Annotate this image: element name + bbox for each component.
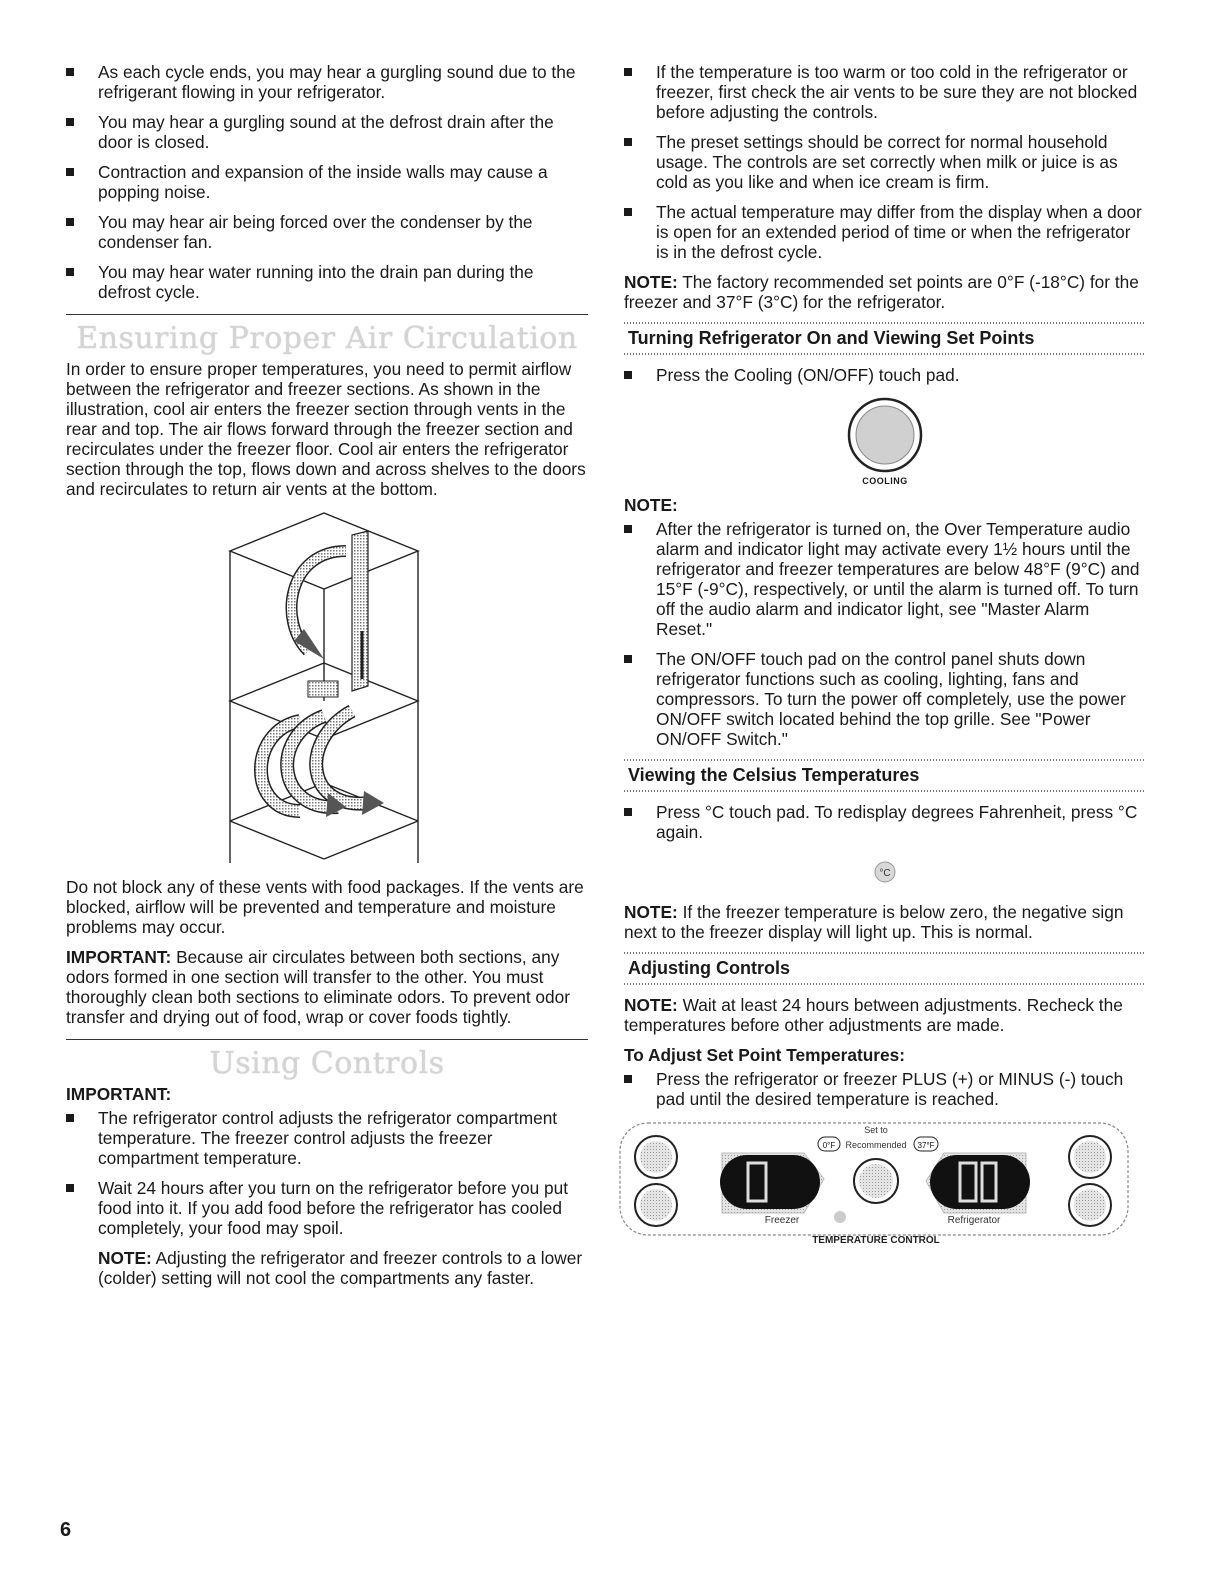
- list-item: You may hear air being forced over the condenser by the condenser fan.: [66, 212, 588, 252]
- temperature-bullet-list: [624, 62, 1146, 262]
- note-text: If the freezer temperature is below zero, the negative sign next to the freezer display will light up. This is normal.: [624, 902, 1124, 942]
- celsius-touch-pad-icon[interactable]: [865, 852, 905, 892]
- note-label: NOTE:: [98, 1248, 152, 1268]
- list-item: After the refrigerator is turned on, the Over Temperature audio alarm and indicator light may activate every 1½ hours until the refrigerator and freezer temperatures are below 48°F (9°C) and 15°F (-9°C), respectively, or until the alarm is turned off. To turn off the audio alarm and indicator light, see "Master Alarm Reset.": [624, 519, 1146, 639]
- set-recommended-button[interactable]: [854, 1159, 898, 1203]
- list-item: Press °C touch pad. To redisplay degrees Fahrenheit, press °C again.: [624, 802, 1146, 842]
- list-item: Contraction and expansion of the inside walls may cause a popping noise.: [66, 162, 588, 202]
- set-points-note: [624, 272, 1146, 312]
- using-controls-title: Using Controls: [209, 1046, 445, 1081]
- list-item: You may hear a gurgling sound at the defrost drain after the door is closed.: [66, 112, 588, 152]
- list-item: The actual temperature may differ from the display when a door is open for an extended period of time or when the refrigerator is in the defrost cycle.: [624, 202, 1146, 262]
- important-heading: IMPORTANT:: [66, 1084, 172, 1104]
- freezer-minus-button[interactable]: [635, 1184, 677, 1226]
- adjusting-controls-subheading: Adjusting Controls: [624, 952, 1146, 985]
- cooling-pad-figure: [624, 395, 1146, 487]
- note-label: NOTE:: [624, 995, 678, 1015]
- cooling-label: COOLING: [862, 476, 908, 486]
- important-text: Because air circulates between both sections, any odors formed in one section will transfer to the other. You must thoroughly clean both sections to eliminate odors. To prevent odor transfer and drying out of food, wrap or cover foods tightly.: [66, 947, 571, 1027]
- set-to-label: Set to: [864, 1125, 888, 1135]
- fridge-badge: [914, 1137, 938, 1151]
- air-circulation-paragraph: In order to ensure proper temperatures, you need to permit airflow between the refrigerator and freezer sections. As shown in the illustration, cool air enters the freezer section through vents in the rear and top. The air flows forward through the freezer section and recirculates under the freezer floor. Cool air enters the refrigerator section through the top, flows down and across shelves to the doors and recirculates to return air vents at the bottom.: [66, 359, 586, 499]
- airflow-diagram-icon: [228, 511, 420, 863]
- freezer-badge-text: 0°F: [822, 1141, 836, 1150]
- refrigerator-minus-button[interactable]: [1069, 1184, 1111, 1226]
- temperature-control-caption: TEMPERATURE CONTROL: [812, 1235, 940, 1246]
- fridge-badge-text: 37°F: [917, 1141, 935, 1150]
- adjust-bullet-list: [624, 1069, 1146, 1109]
- note-text: Adjusting the refrigerator and freezer controls to a lower (colder) setting will not cool the compartments any faster.: [98, 1248, 583, 1288]
- right-column: [624, 62, 1146, 1249]
- list-item: As each cycle ends, you may hear a gurgling sound due to the refrigerant flowing in your refrigerator.: [66, 62, 588, 102]
- divider: [66, 314, 588, 315]
- divider: [66, 1039, 588, 1040]
- freezer-plus-button[interactable]: [635, 1136, 677, 1178]
- note-text: Wait at least 24 hours between adjustments. Recheck the temperatures before other adjustments are made.: [624, 995, 1123, 1035]
- refrigerator-label: Refrigerator: [947, 1215, 1001, 1226]
- celsius-pad-figure: [624, 852, 1146, 892]
- important-odors-paragraph: [66, 947, 588, 1027]
- celsius-icon-text: °C: [879, 868, 891, 879]
- freezer-badge: [818, 1137, 840, 1151]
- note-text: The factory recommended set points are 0°F (-18°C) for the freezer and 37°F (3°C) for the refrigerator.: [624, 272, 1139, 312]
- controls-note: [66, 1248, 588, 1288]
- control-panel-diagram: [614, 1119, 1134, 1249]
- page-number: 6: [60, 1519, 72, 1541]
- list-item: Wait 24 hours after you turn on the refrigerator before you put food into it. If you add food before the refrigerator has cooled completely, your food may spoil.: [66, 1178, 588, 1238]
- note-label: NOTE:: [624, 272, 678, 292]
- note-label: NOTE:: [624, 902, 678, 922]
- cooling-bullet-list: [624, 365, 1146, 385]
- list-item: Press the refrigerator or freezer PLUS (+) or MINUS (-) touch pad until the desired temperature is reached.: [624, 1069, 1146, 1109]
- freezer-display: [720, 1155, 820, 1209]
- celsius-small-icon[interactable]: [834, 1211, 846, 1223]
- turning-on-subheading: Turning Refrigerator On and Viewing Set Points: [624, 322, 1146, 355]
- negative-sign-note: [624, 902, 1146, 942]
- cooling-touch-pad-icon[interactable]: [845, 395, 925, 475]
- list-item: You may hear water running into the drain pan during the defrost cycle.: [66, 262, 588, 302]
- celsius-subheading: Viewing the Celsius Temperatures: [624, 759, 1146, 792]
- freezer-label: Freezer: [764, 1215, 800, 1226]
- list-item: The preset settings should be correct for normal household usage. The controls are set correctly when milk or juice is as cold as you like and when ice cream is firm.: [624, 132, 1146, 192]
- recommended-label: Recommended: [845, 1140, 907, 1150]
- list-item: Press the Cooling (ON/OFF) touch pad.: [624, 365, 1146, 385]
- airflow-illustration: [228, 511, 588, 863]
- controls-bullet-list: [66, 1108, 588, 1238]
- note-bullet-list: [624, 519, 1146, 749]
- refrigerator-plus-button[interactable]: [1069, 1136, 1111, 1178]
- note-heading: NOTE:: [624, 495, 678, 515]
- list-item: If the temperature is too warm or too cold in the refrigerator or freezer, first check the air vents to be sure they are not blocked before adjusting the controls.: [624, 62, 1146, 122]
- block-vents-paragraph: Do not block any of these vents with food packages. If the vents are blocked, airflow will be prevented and temperature and moisture problems may occur.: [66, 877, 584, 937]
- important-label: IMPORTANT:: [66, 947, 172, 967]
- noise-bullet-list: [66, 62, 588, 302]
- refrigerator-display: [930, 1155, 1030, 1209]
- celsius-bullet-list: [624, 802, 1146, 842]
- temperature-control-panel: [614, 1119, 1146, 1249]
- wait-note: [624, 995, 1146, 1035]
- left-column: [66, 62, 588, 1298]
- list-item: The refrigerator control adjusts the refrigerator compartment temperature. The freezer control adjusts the freezer compartment temperature.: [66, 1108, 588, 1168]
- adjust-set-point-heading: To Adjust Set Point Temperatures:: [624, 1045, 906, 1065]
- list-item: The ON/OFF touch pad on the control panel shuts down refrigerator functions such as cooling, lighting, fans and compressors. To turn the power off completely, use the power ON/OFF switch located behind the top grille. See "Power ON/OFF Switch.": [624, 649, 1146, 749]
- air-circulation-title: Ensuring Proper Air Circulation: [76, 321, 578, 356]
